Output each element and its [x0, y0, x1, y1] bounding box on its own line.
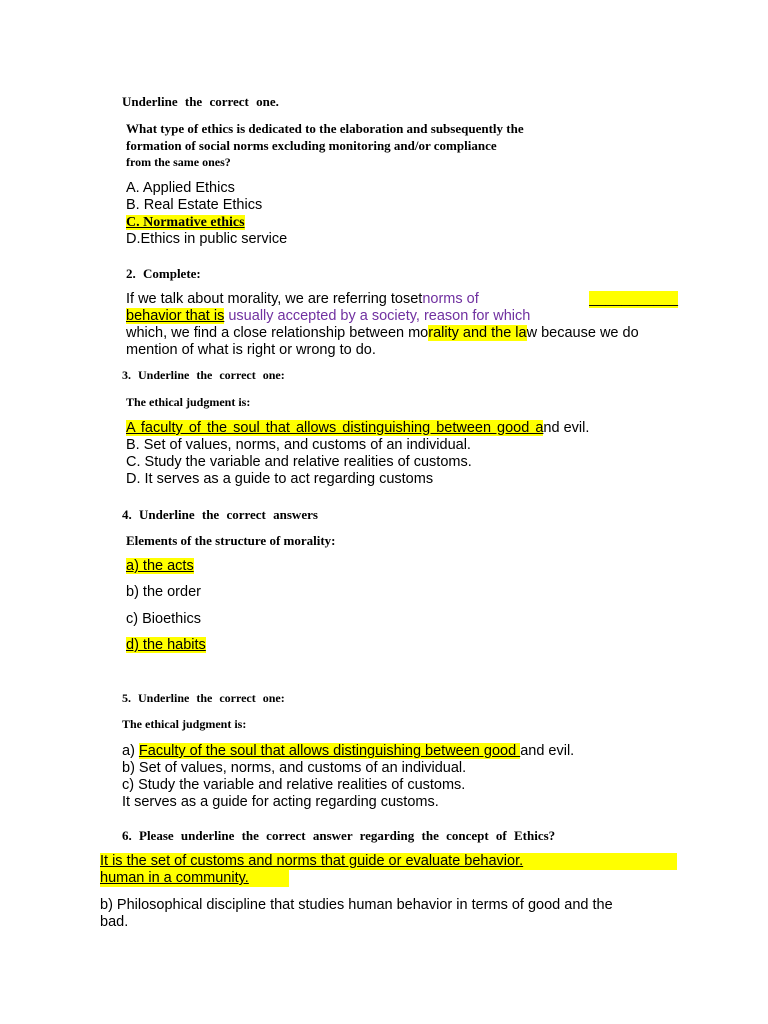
q2-line3-b: w because we do [526, 325, 639, 341]
q5-option-b: b) Set of values, norms, and customs of an individual. [122, 760, 467, 776]
q5-option-d: It serves as a guide for acting regarding customs. [122, 794, 439, 810]
q4-option-d-highlight: d) the habits [126, 637, 206, 653]
q2-heading: 2. Complete: [126, 266, 201, 281]
q4-option-b: b) the order [126, 584, 201, 600]
q5-option-c: c) Study the variable and relative realities of customs. [122, 777, 466, 793]
q4-option-c: c) Bioethics [126, 611, 201, 627]
q2-line1-purple: norms of [422, 291, 479, 307]
q5-heading: 5. Underline the correct one: [122, 691, 285, 705]
q1-question-line2: formation of social norms excluding monitoring and/or compliance [126, 138, 497, 153]
q4-heading: 4. Underline the correct answers [122, 507, 318, 522]
q3-option-a-rest: nd evil. [543, 420, 590, 436]
q2-line3 [126, 325, 639, 342]
q4-subheading: Elements of the structure of morality: [126, 533, 336, 548]
q1-question-line1: What type of ethics is dedicated to the elaboration and subsequently the [126, 121, 524, 136]
q5-option-a-prefix: a) [122, 743, 139, 759]
q1-question-line3: from the same ones? [126, 155, 231, 169]
q2-line3-a: which, we find a close relationship between mo [126, 325, 429, 341]
q2-line4: mention of what is right or wrong to do. [126, 342, 376, 358]
q4-option-d-answer [126, 637, 206, 654]
q2-line2-purple: usually accepted by a society, reason for which [224, 308, 531, 324]
q6-heading: 6. Please underline the correct answer regarding the concept of Ethics? [122, 828, 556, 843]
q3-heading: 3. Underline the correct one: [122, 368, 285, 382]
q2-line1 [126, 291, 678, 308]
q2-line1-text: If we talk about morality, we are referring toset [126, 291, 423, 307]
q3-option-c: C. Study the variable and relative realities of customs. [126, 454, 472, 470]
q3-option-a-answer [126, 420, 589, 437]
q6-option-a-highlight-2: human in a community. [100, 870, 289, 887]
q3-subheading: The ethical judgment is: [126, 395, 251, 409]
q6-option-b-line1: b) Philosophical discipline that studies human behavior in terms of good and the [100, 897, 613, 913]
q4-option-a-answer [126, 558, 194, 575]
q5-option-a-answer [122, 743, 574, 760]
q3-option-a-highlight: A faculty of the soul that allows distinguishing between good a [126, 420, 544, 436]
q2-line3-highlight: rality and the la [428, 325, 527, 341]
q1-option-c-answer [126, 214, 245, 231]
q6-option-b-line2: bad. [100, 914, 129, 930]
q1-option-a: A. Applied Ethics [126, 180, 235, 196]
q3-option-d: D. It serves as a guide to act regarding customs [126, 471, 434, 487]
q2-line2-highlight: behavior that is [126, 308, 225, 324]
q2-blank: ___________ [589, 291, 678, 307]
q6-option-a-line1 [100, 853, 677, 870]
q1-option-c-highlight: C. Normative ethics [126, 215, 245, 230]
q4-option-a-highlight: a) the acts [126, 558, 194, 574]
q5-option-a-highlight: Faculty of the soul that allows distinguishing between good [138, 743, 521, 759]
instruction-heading: Underline the correct one. [122, 94, 279, 109]
q6-option-a-highlight-1: It is the set of customs and norms that guide or evaluate behavior. [100, 853, 677, 870]
q5-subheading: The ethical judgment is: [122, 717, 247, 731]
q1-option-b: B. Real Estate Ethics [126, 197, 263, 213]
q2-line2 [126, 308, 530, 325]
q1-option-d: D.Ethics in public service [126, 231, 288, 247]
q3-option-b: B. Set of values, norms, and customs of an individual. [126, 437, 471, 453]
q5-option-a-rest: and evil. [520, 743, 575, 759]
q6-option-a-line2 [100, 870, 289, 887]
